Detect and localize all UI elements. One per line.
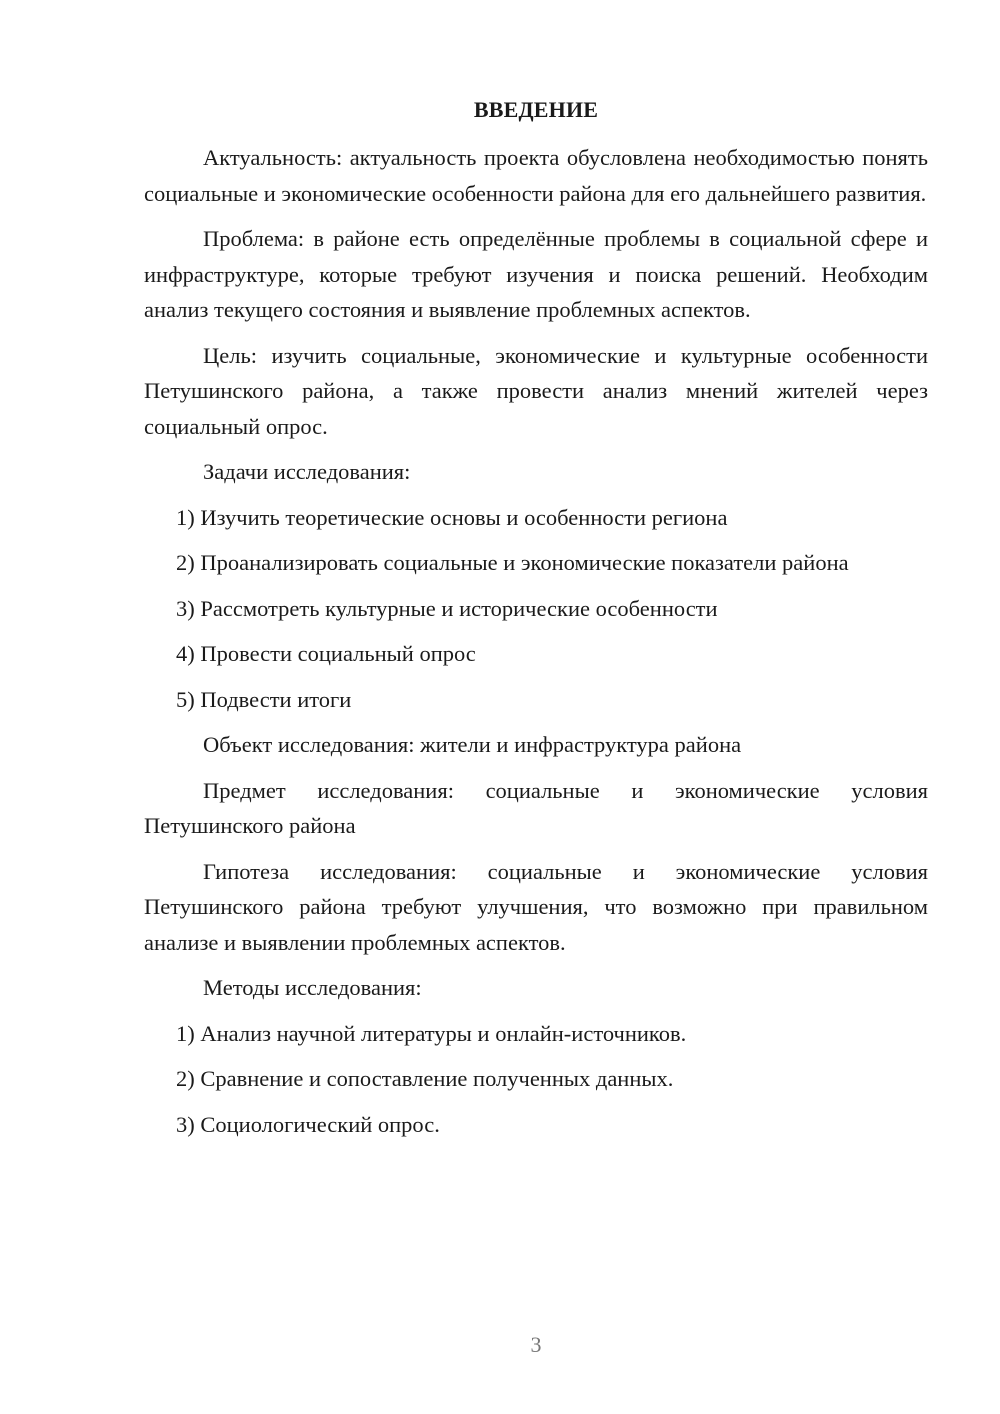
page-number: 3: [530, 1332, 542, 1357]
problem-paragraph: Проблема: в районе есть определённые проблемы в социальной сфере и инфраструктуре, которые требуют изучения и поиска решений. Необходим анализ текущего состояния и выявление проблемных аспектов.: [144, 226, 928, 322]
tasks-heading: Задачи исследования:: [203, 459, 411, 484]
hypothesis-paragraph: Гипотеза исследования: социальные и экономические условия Петушинского района требуют улучшения, что возможно при правильном анализе и выявлении проблемных аспектов.: [144, 858, 928, 955]
method-item: 3) Социологический опрос.: [176, 1111, 440, 1137]
methods-heading: Методы исследования:: [203, 975, 422, 1000]
task-item: 5) Подвести итоги: [176, 686, 352, 712]
subject-paragraph: Предмет исследования: социальные и экономические условия Петушинского района: [144, 777, 928, 838]
task-item: 2) Проанализировать социальные и экономические показатели района: [176, 550, 849, 575]
object-paragraph: Объект исследования: жители и инфраструктура района: [203, 732, 742, 757]
task-item: 1) Изучить теоретические основы и особенности региона: [176, 504, 728, 530]
relevance-paragraph: Актуальность: актуальность проекта обусловлена необходимостью понять социальные и экономические особенности района для его дальнейшего развития.: [144, 145, 928, 206]
method-item: 1) Анализ научной литературы и онлайн-источников.: [176, 1020, 687, 1046]
method-item: 2) Сравнение и сопоставление полученных данных.: [176, 1066, 674, 1091]
goal-paragraph: Цель: изучить социальные, экономические и культурные особенности Петушинского района, а также провести анализ мнений жителей через социальный опрос.: [144, 342, 928, 439]
task-item: 3) Рассмотреть культурные и исторические особенности: [176, 595, 718, 621]
section-title: ВВЕДЕНИЕ: [473, 97, 599, 122]
task-item: 4) Провести социальный опрос: [176, 641, 476, 666]
document-body: [144, 140, 928, 1152]
